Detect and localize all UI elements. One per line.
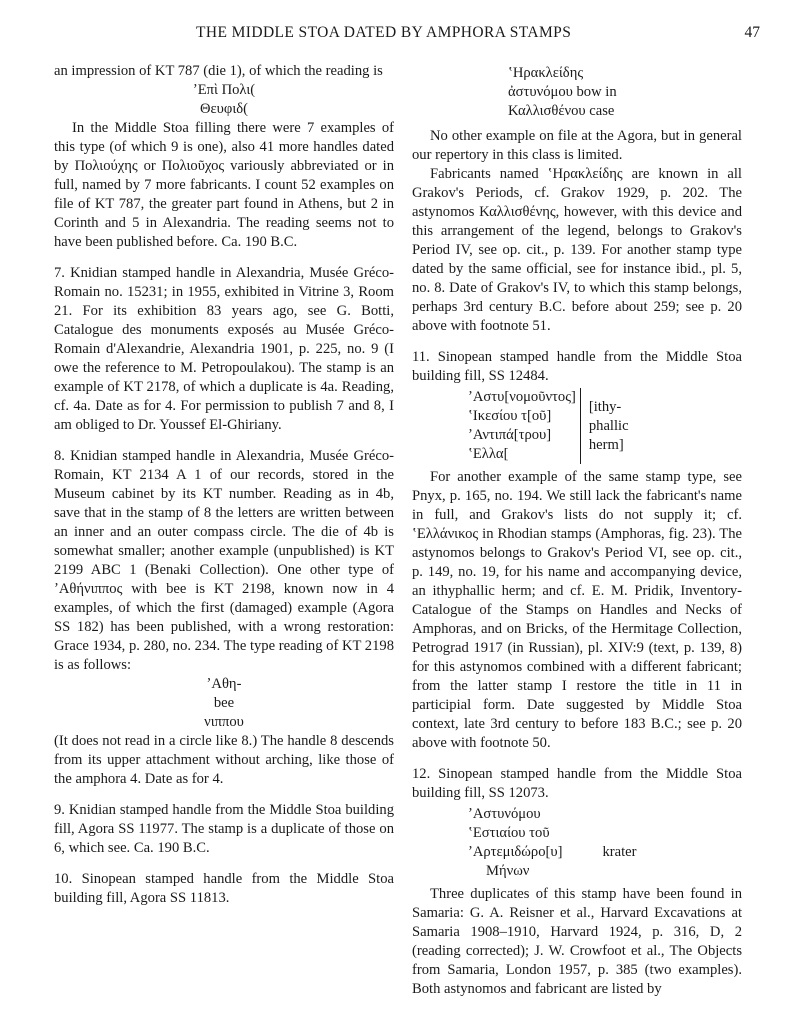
stamp-line: Καλλισθένου case <box>508 103 615 119</box>
entry-12-discussion: Three duplicates of this stamp have been found in Samaria: G. A. Reisner et al., Harvard Excavations at Samaria 1908–1910, Harvard 1924, p. 316, D, 2 (reading corrected); J. W. Crowfoot et al., The Objects from Samaria, London 1957, p. 385 (two examples). Both astynomos and fabricant are listed by <box>412 886 742 997</box>
stamp-line: ʼΕπὶ Πολι( <box>192 82 256 98</box>
stamp-line: Μήνων <box>486 863 530 879</box>
stamp-line: Θευφιδ( <box>200 101 248 117</box>
stamp-reading-kt787 <box>54 81 394 119</box>
stamp-line: νιππου <box>204 714 244 730</box>
stamp-line: ʼΑρτεμιδώρο[υ] <box>468 844 563 860</box>
entry-11: 11. Sinopean stamped handle from the Middle Stoa building fill, SS 12484. <box>412 349 742 384</box>
stamp-line: ʽΕστιαίου τοῦ <box>468 825 550 841</box>
stamp-reading-11 <box>468 388 742 464</box>
entry-10: 10. Sinopean stamped handle from the Middle Stoa building fill, Agora SS 11813. <box>54 871 394 906</box>
stamp-line: ʼΑθη- <box>206 676 242 692</box>
stamp-line: ʽΗρακλείδης <box>508 65 584 81</box>
stamp-reading-10 <box>508 64 742 121</box>
stamp-reading-kt2198 <box>54 675 394 732</box>
entry-10-discussion: Fabricants named ʽΗρακλείδης are known in all Grakov's Periods, cf. Grakov 1929, p. 202. The astynomos Καλλισθένης, however, with this device and this arrangement of the legend, belongs to Grakov's Period IV, see op. cit., p. 139. For another stamp type dated by the same official, see for instance ibid., pl. 5, no. 8. Date of Grakov's IV, to which this stamp belongs, perhaps 3rd century B.C. before about 259; see p. 20 above with footnote 51. <box>412 166 742 334</box>
stamp-reading-12 <box>468 805 742 881</box>
right-column <box>412 64 742 999</box>
entry-10-note: No other example on file at the Agora, but in general our repertory in this class is limited. <box>412 128 742 163</box>
stamp-line: ἀστυνόμου bow in <box>508 84 617 100</box>
page-number: 47 <box>744 24 760 41</box>
stamp-line: ʽΕλλα[ <box>468 446 509 462</box>
stamp-line: bee <box>213 695 235 711</box>
entry-12: 12. Sinopean stamped handle from the Middle Stoa building fill, SS 12073. <box>412 766 742 801</box>
entry-8: 8. Knidian stamped handle in Alexandria, Musée Gréco-Romain, KT 2134 A 1 of our records, stored in the Museum cabinet by its KT number. Reading as in 4b, save that in the stamp of 8 the letters are written between an inner and an outer compass circle. The die of 4b is somewhat smaller; another example (unpublished) is KT 2199 ABC 1 (Benaki Collection). One other type of ʼΑθήνιππος with bee is KT 2198, known now in 4 examples, of which the first (damaged) example (Agora SS 182) has been published, with a wrong restoration: Grace 1934, p. 280, no. 234. The type reading of KT 2198 is as follows: <box>54 448 394 673</box>
stamp-line: ʼΑστυνόμου <box>468 806 541 822</box>
stamp-device: krater <box>602 844 637 860</box>
stamp-line: ʽΙκεσίου τ[οῦ] <box>468 408 552 424</box>
running-title: THE MIDDLE STOA DATED BY AMPHORA STAMPS <box>196 24 572 41</box>
running-header <box>28 24 764 44</box>
middle-stoa-paragraph: In the Middle Stoa filling there were 7 examples of this type (of which 9 is one), also 41 more handles dated by Πολιούχης or Πολιοῦχος variously abbreviated or in full, named by 7 more fabricants. I count 52 examples on file of KT 787, the greater part found in Athens, but 2 in Corinth and 5 in Alexandria. The reading seems not to have been published before. Ca. 190 B.C. <box>54 120 394 250</box>
entry-11-discussion: For another example of the same stamp type, see Pnyx, p. 165, no. 194. We still lack the fabricant's name in full, and Grakov's lists do not supply it; cf. ʽΕλλάνικος in Rhodian stamps (Amphoras, fig. 23). The astynomos belongs to Grakov's Period VI, see op. cit., p. 149, no. 19, for his name and accompanying device, an ithyphallic herm; and cf. E. M. Pridik, Inventory-Catalogue of the Stamps on Handles and Necks of Amphoras, and on Bricks, of the Hermitage Collection, Petrograd 1917 (in Russian), pl. XIV:9 (text, p. 139, 8) for this astynomos combined with a different fabricant; from the latter stamp I restore the title in 11 in participial form. Date suggested by Middle Stoa context, late 3rd century to before 183 B.C.; see p. 20 above with footnote 50. <box>412 469 742 751</box>
entry-7: 7. Knidian stamped handle in Alexandria, Musée Gréco-Romain no. 15231; in 1955, exhibited in Vitrine 3, Room 21. For its exhibition 83 years ago, see G. Botti, Catalogue des monuments exposés au Musée Gréco-Romain d'Alexandrie, Alexandria 1901, p. 225, no. 9 (I owe the reference to M. Petropoulakou). The stamp is an example of KT 2178, of which a duplicate is 4a. Reading, cf. 4a. Date as for 4. For permission to publish 7 and 8, I am obliged to Dr. Youssef El-Ghiriany. <box>54 265 394 433</box>
stamp-line: ʼΑντιπά[τρου] <box>468 427 552 443</box>
stamp-bracket <box>468 388 581 464</box>
stamp-device-note: [ithy- phallic herm] <box>588 398 629 453</box>
left-column <box>54 62 394 908</box>
stamp-line: ʼΑστυ[νομοῦντος] <box>468 389 576 405</box>
entry-8-continued: (It does not read in a circle like 8.) The handle 8 descends from its upper attachment without arching, like those of the amphora 4. Date as for 4. <box>54 733 394 787</box>
entry-9: 9. Knidian stamped handle from the Middle Stoa building fill, Agora SS 11977. The stamp is a duplicate of those on 6, which see. Ca. 190 B.C. <box>54 802 394 856</box>
intro-paragraph: an impression of KT 787 (die 1), of which the reading is <box>54 63 383 79</box>
